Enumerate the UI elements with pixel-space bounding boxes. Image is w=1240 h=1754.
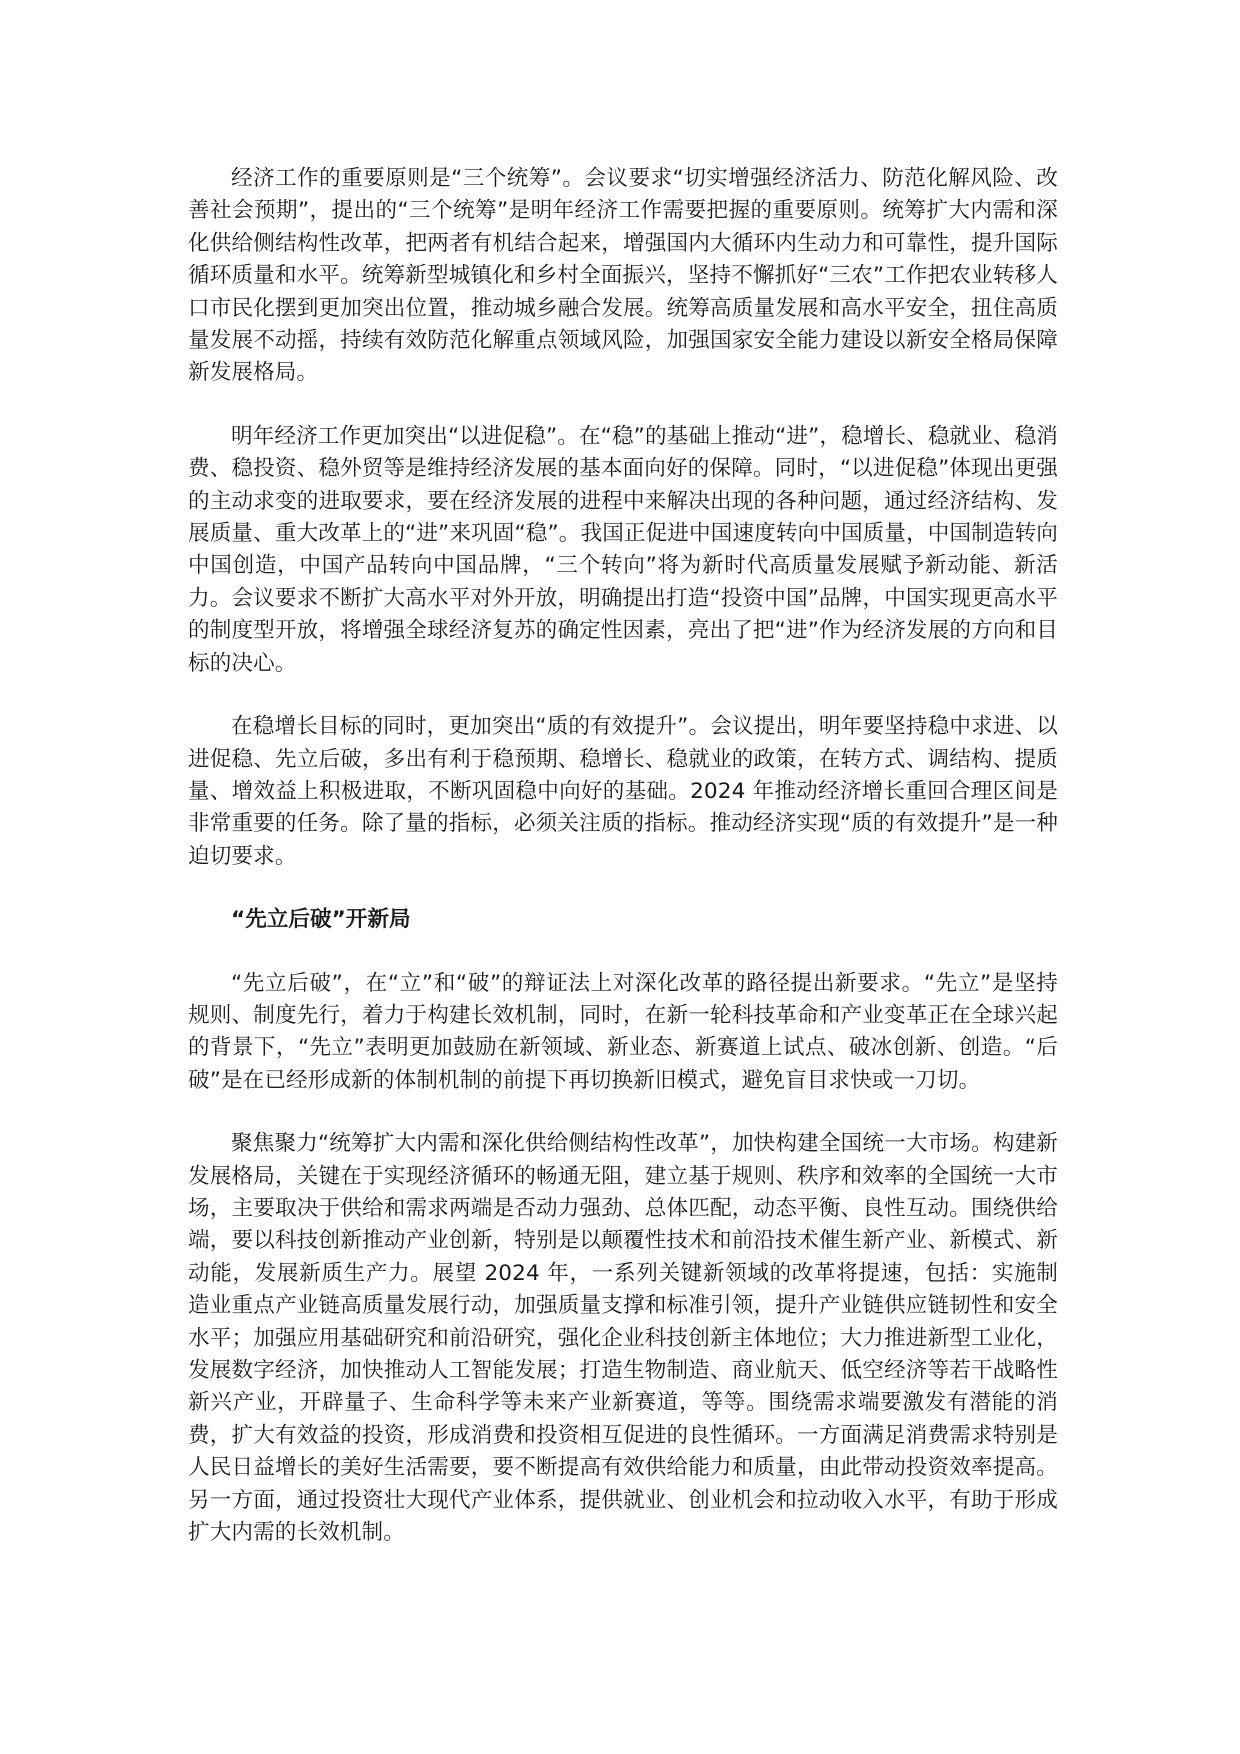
paragraph-promote-stability-through-progress: 明年经济工作更加突出“以进促稳”。在“稳”的基础上推动“进”，稳增长、稳就业、稳消费、稳投资、稳外贸等是维持经济发展的基本面向好的保障。同时，“以进促稳”体现出更强的主动求变的进取要求，要在经济发展的进程中来解决出现的各种问题，通过经济结构、发展质量、重大改革上的“进”来巩固“稳”。我国正促进中国速度转向中国质量，中国制造转向中国创造，中国产品转向中国品牌，“三个转向”将为新时代高质量发展赋予新动能、新活力。会议要求不断扩大高水平对外开放，明确提出打造“投资中国”品牌，中国实现更高水平的制度型开放，将增强全球经济复苏的确定性因素，亮出了把“进”作为经济发展的方向和目标的决心。 xyxy=(188,423,1059,676)
paragraph-three-coordinations: 经济工作的重要原则是“三个统筹”。会议要求“切实增强经济活力、防范化解风险、改善社会预期”，提出的“三个统筹”是明年经济工作需要把握的重要原则。统筹扩大内需和深化供给侧结构性改革，把两者有机结合起来，增强国内大循环内生动力和可靠性，提升国际循环质量和水平。统筹新型城镇化和乡村全面振兴，坚持不懈抓好“三农”工作把农业转移人口市民化摆到更加突出位置，推动城乡融合发展。统筹高质量发展和高水平安全，扭住高质量发展不动摇，持续有效防范化解重点领域风险，加强国家安全能力建设以新安全格局保障新发展格局。 xyxy=(188,166,1058,386)
paragraph-establish-before-breaking: “先立后破”，在“立”和“破”的辩证法上对深化改革的路径提出新要求。“先立”是坚持规则、制度先行，着力于构建长效机制，同时，在新一轮科技革命和产业变革正在全球兴起的背景下，“先立”表明更加鼓励在新领域、新业态、新赛道上试点、破冰创新、创造。“后破”是在已经形成新的体制机制的前提下再切换新旧模式，避免盲目求快或一刀切。 xyxy=(188,970,1058,1093)
section-heading: “先立后破”开新局 xyxy=(231,907,411,933)
paragraph-quality-improvement: 在稳增长目标的同时，更加突出“质的有效提升”。会议提出，明年要坚持稳中求进、以进促稳、先立后破，多出有利于稳预期、稳增长、稳就业的政策，在转方式、调结构、提质量、增效益上积极进取，不断巩固稳中向好的基础。2024 年推动经济增长重回合理区间是非常重要的任务。除了量的指标，必须关注质的指标。推动经济实现“质的有效提升”是一种迫切要求。 xyxy=(188,714,1058,869)
paragraph-unified-national-market: 聚焦聚力“统筹扩大内需和深化供给侧结构性改革”，加快构建全国统一大市场。构建新发展格局，关键在于实现经济循环的畅通无阻，建立基于规则、秩序和效率的全国统一大市场，主要取决于供给和需求两端是否动力强劲、总体匹配，动态平衡、良性互动。围绕供给端，要以科技创新推动产业创新，特别是以颠覆性技术和前沿技术催生新产业、新模式、新动能，发展新质生产力。展望 2024 年，一系列关键新领域的改革将提速，包括：实施制造业重点产业链高质量发展行动，加强质量支撑和标准引领，提升产业链供应链韧性和安全水平；加强应用基础研究和前沿研究，强化企业科技创新主体地位；大力推进新型工业化，发展数字经济，加快推动人工智能发展；打造生物制造、商业航天、低空经济等若干战略性新兴产业，开辟量子、生命科学等未来产业新赛道，等等。围绕需求端要激发有潜能的消费，扩大有效益的投资，形成消费和投资相互促进的良性循环。一方面满足消费需求特别是人民日益增长的美好生活需要，要不断提高有效供给能力和质量，由此带动投资效率提高。另一方面，通过投资壮大现代产业体系，提供就业、创业机会和拉动收入水平，有助于形成扩大内需的长效机制。 xyxy=(188,1131,1058,1546)
document-page xyxy=(188,163,1058,1580)
